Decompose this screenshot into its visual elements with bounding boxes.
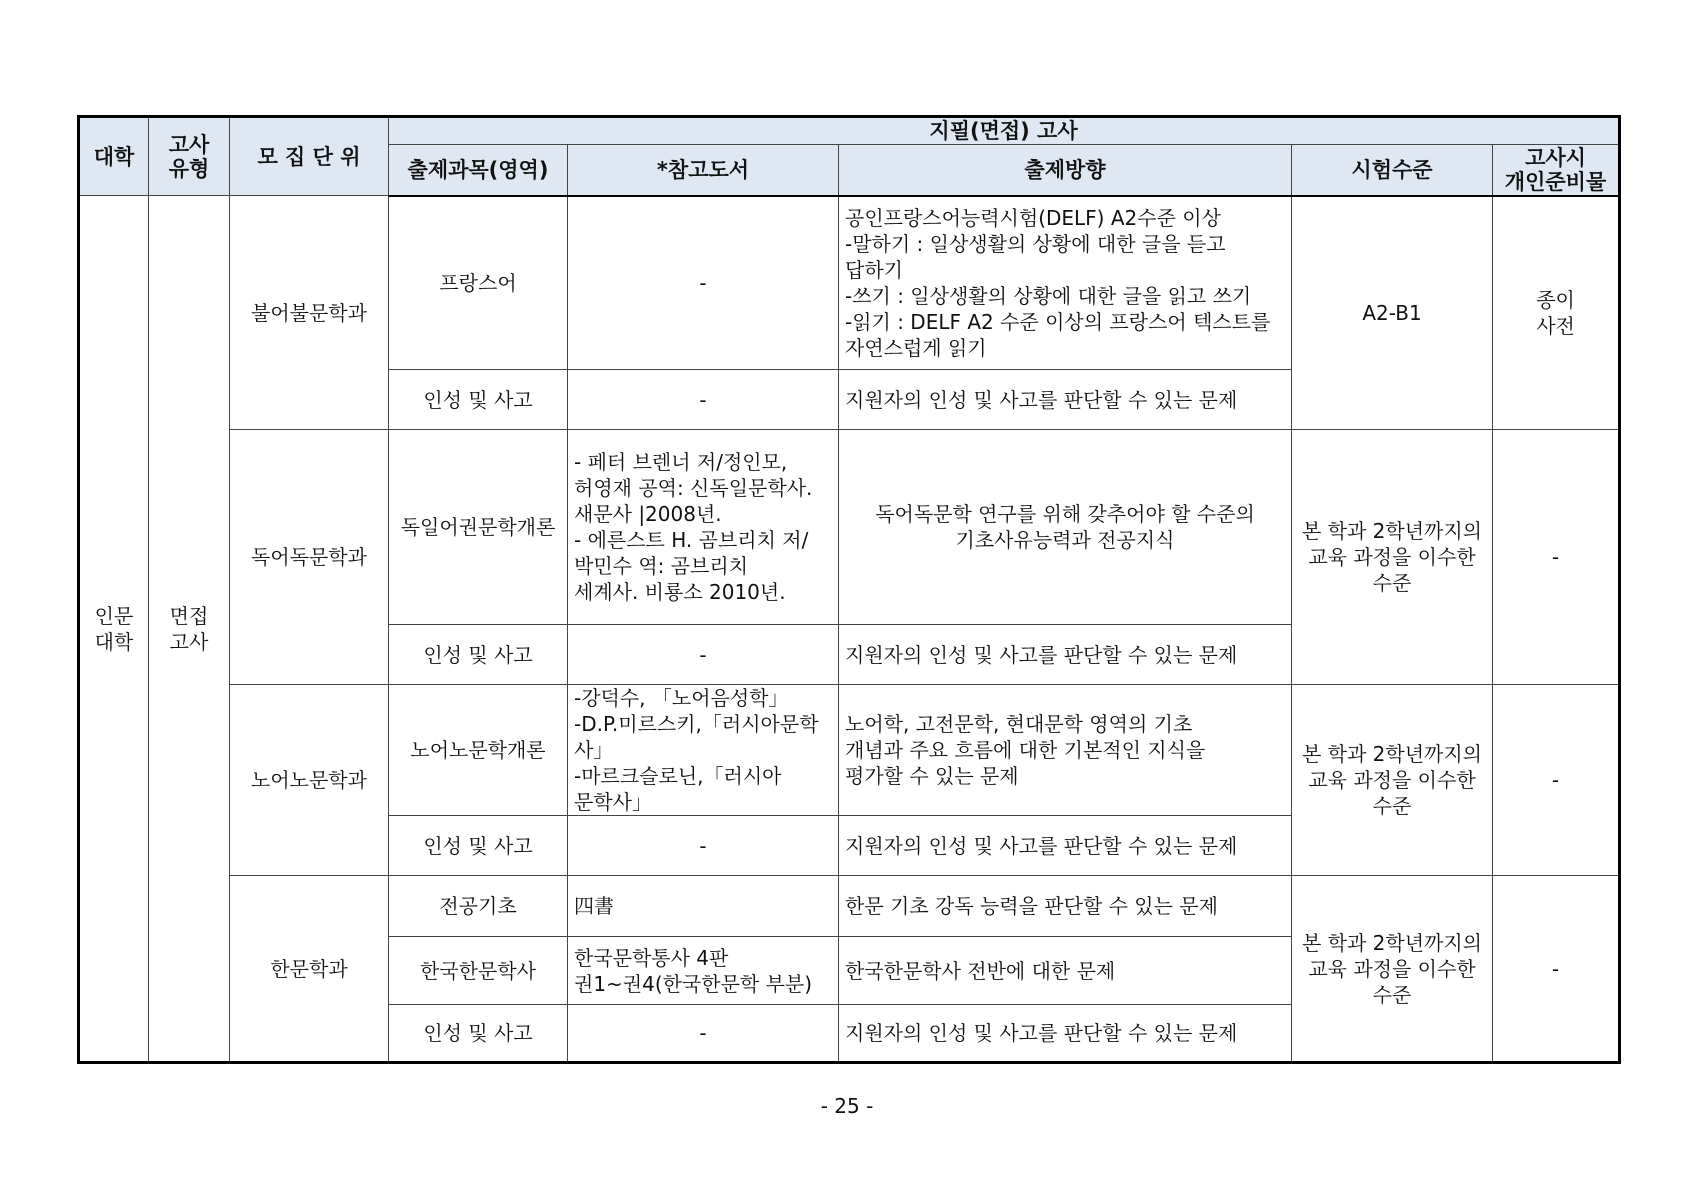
reference-cell: - <box>568 196 839 370</box>
header-college: 대학 <box>79 117 149 196</box>
department-name: 한문학과 <box>230 876 389 1063</box>
direction-cell: 지원자의 인성 및 사고를 판단할 수 있는 문제 <box>839 625 1292 685</box>
subject-cell: 인성 및 사고 <box>389 1005 568 1063</box>
materials-cell: - <box>1493 685 1620 876</box>
reference-cell: - 페터 브렌너 저/정인모, 허영재 공역: 신독일문학사. 새문사 |2008년. - 에른스트 H. 곰브리치 저/ 박민수 역: 곰브리치 세계사. 비룡소 2010년. <box>568 430 839 625</box>
table-row <box>79 196 1620 370</box>
header-materials: 고사시 개인준비물 <box>1493 145 1620 196</box>
direction-cell: 지원자의 인성 및 사고를 판단할 수 있는 문제 <box>839 370 1292 430</box>
materials-cell: 종이 사전 <box>1493 196 1620 430</box>
header-level: 시험수준 <box>1292 145 1493 196</box>
subject-cell: 인성 및 사고 <box>389 625 568 685</box>
direction-cell: 노어학, 고전문학, 현대문학 영역의 기초 개념과 주요 흐름에 대한 기본적인 지식을 평가할 수 있는 문제 <box>839 685 1292 816</box>
department-name: 노어노문학과 <box>230 685 389 876</box>
subject-cell: 프랑스어 <box>389 196 568 370</box>
department-name: 독어독문학과 <box>230 430 389 685</box>
level-cell: A2-B1 <box>1292 196 1493 430</box>
direction-cell: 독어독문학 연구를 위해 갖추어야 할 수준의 기초사유능력과 전공지식 <box>839 430 1292 625</box>
header-exam-type: 고사 유형 <box>149 117 230 196</box>
college-cell: 인문 대학 <box>79 196 149 1063</box>
table-row <box>79 430 1620 625</box>
level-cell: 본 학과 2학년까지의 교육 과정을 이수한 수준 <box>1292 430 1493 685</box>
header-direction: 출제방향 <box>839 145 1292 196</box>
department-name: 불어불문학과 <box>230 196 389 430</box>
direction-cell: 공인프랑스어능력시험(DELF) A2수준 이상 -말하기 : 일상생활의 상황에 대한 글을 듣고 답하기 -쓰기 : 일상생활의 상황에 대한 글을 읽고 쓰기 -읽기 : DELF A2 수준 이상의 프랑스어 텍스트를 자연스럽게 읽기 <box>839 196 1292 370</box>
exam-type-cell: 면접 고사 <box>149 196 230 1063</box>
header-group-title: 지필(면접) 고사 <box>389 117 1620 145</box>
direction-cell: 지원자의 인성 및 사고를 판단할 수 있는 문제 <box>839 1005 1292 1063</box>
header-reference: *참고도서 <box>568 145 839 196</box>
reference-cell: -강덕수, 「노어음성학」 -D.P.미르스키,「러시아문학사」 -마르크슬로닌,「러시아 문학사」 <box>568 685 839 816</box>
reference-cell: - <box>568 1005 839 1063</box>
subject-cell: 노어노문학개론 <box>389 685 568 816</box>
materials-cell: - <box>1493 876 1620 1063</box>
materials-cell: - <box>1493 430 1620 685</box>
reference-cell: - <box>568 625 839 685</box>
subject-cell: 인성 및 사고 <box>389 370 568 430</box>
reference-cell: - <box>568 816 839 876</box>
direction-cell: 지원자의 인성 및 사고를 판단할 수 있는 문제 <box>839 816 1292 876</box>
reference-cell: 四書 <box>568 876 839 937</box>
direction-cell: 한문 기초 강독 능력을 판단할 수 있는 문제 <box>839 876 1292 937</box>
direction-cell: 한국한문학사 전반에 대한 문제 <box>839 937 1292 1005</box>
level-cell: 본 학과 2학년까지의 교육 과정을 이수한 수준 <box>1292 876 1493 1063</box>
table-row <box>79 876 1620 937</box>
reference-cell: - <box>568 370 839 430</box>
subject-cell: 전공기초 <box>389 876 568 937</box>
header-unit: 모 집 단 위 <box>230 117 389 196</box>
reference-cell: 한국문학통사 4판 권1~권4(한국한문학 부분) <box>568 937 839 1005</box>
subject-cell: 인성 및 사고 <box>389 816 568 876</box>
page-number: - 25 - <box>820 1094 874 1118</box>
table-row <box>79 685 1620 816</box>
subject-cell: 독일어권문학개론 <box>389 430 568 625</box>
header-subject: 출제과목(영역) <box>389 145 568 196</box>
exam-table <box>77 115 1621 1064</box>
subject-cell: 한국한문학사 <box>389 937 568 1005</box>
level-cell: 본 학과 2학년까지의 교육 과정을 이수한 수준 <box>1292 685 1493 876</box>
